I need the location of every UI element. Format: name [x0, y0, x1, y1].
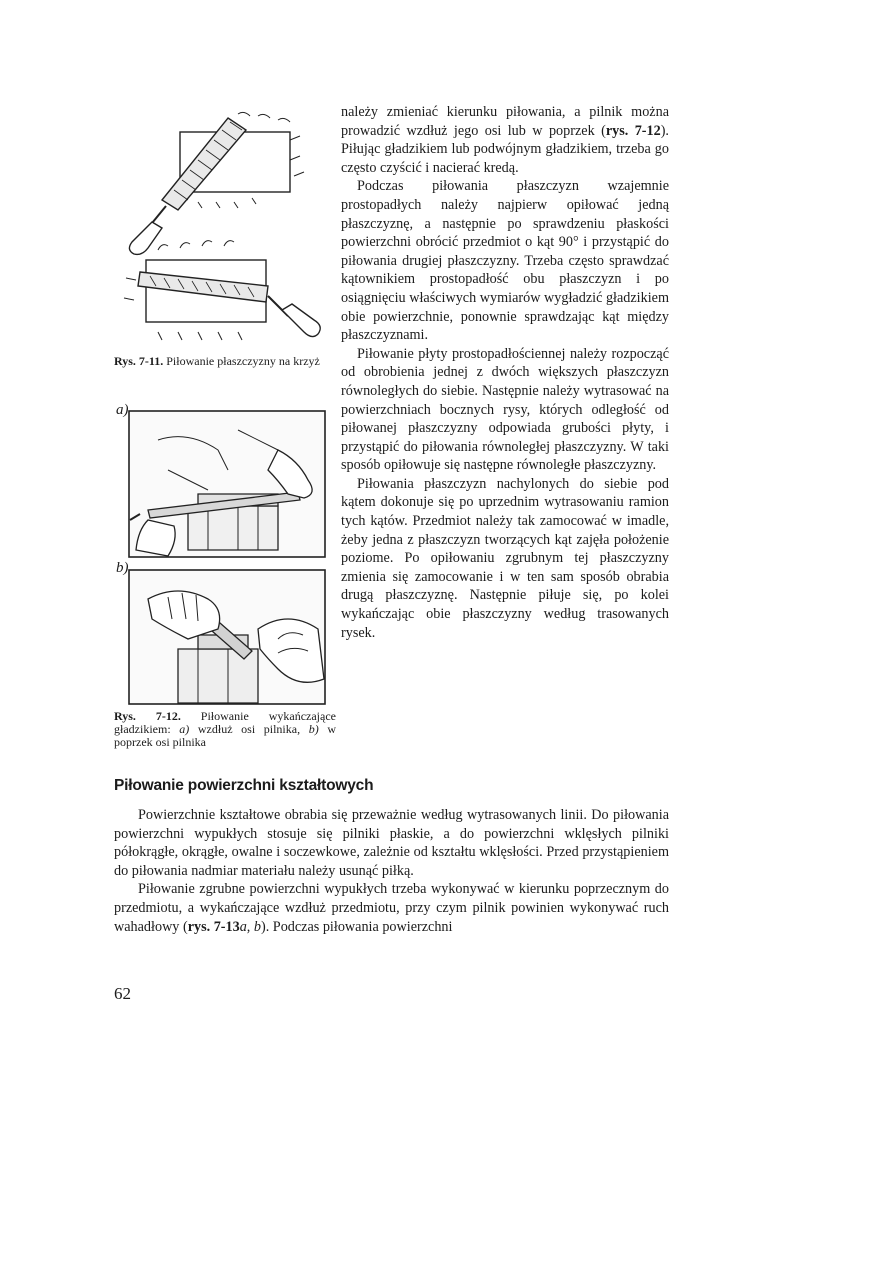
text: należy zmieniać kierunku piłowania, a pilnik można prowadzić wzdłuż jego osi lub w poprzek ( [341, 104, 669, 139]
page-number: 62 [114, 984, 131, 1003]
text: ). Podczas piłowania powierzchni [260, 918, 453, 935]
section-heading: Piłowanie powierzchni kształtowych [114, 777, 374, 794]
figure-7-12-caption [114, 710, 336, 749]
caption-text: w poprzek osi pilnika [114, 722, 336, 749]
paragraph: Powierzchnie kształtowe obrabia się przeważnie według wytrasowanych linii. Do piłowania powierzchni wypukłych stosuje się pilniki płaskie, a do powierzchni wklęsłych pilniki półokrągłe, okrągłe, owalne i soczewkowe, zależnie od kształtu wklęsłości. Przed przystąpieniem do piłowania nadmiar materiału należy usunąć piłką. [114, 807, 669, 879]
figure-reference-letter: a [239, 918, 247, 935]
figure-label: Rys. 7-11. [114, 354, 164, 368]
paragraph: Piłowanie płyty prostopadłościennej należy rozpocząć od obrobienia jednej z dwóch większych płaszczyzn równoległych do siebie. Następnie należy wytrasować na powierzchniach bocznych rysy, których odległość od piłowanej płaszczyzny odpowiada grubości płyty, i przystąpić do piłowania równoległej płaszczyzny. W taki sposób opiłowuje się następne równoległe płaszczyzny. [341, 345, 669, 474]
text: ). Piłując gładzikiem lub podwójnym gładzikiem, trzeba go często czyścić i nacierać kredą. [341, 122, 669, 176]
caption-text: wzdłuż osi pilnika, [189, 722, 309, 736]
figure-reference: rys. 7-13 [187, 918, 240, 935]
paragraph [114, 880, 669, 936]
figure-7-11-caption [114, 355, 336, 368]
caption-text: Piłowanie płaszczyzny na krzyż [166, 354, 320, 368]
paragraph: Podczas piłowania płaszczyzn wzajemnie prostopadłych należy najpierw opiłować jedną płaszczyznę, a następnie po sprawdzeniu płaskości powierzchni obrócić przedmiot o kąt 90° i przystąpić do piłowania drugiej płaszczyzny. Trzeba często sprawdzać kątownikiem prostopadłość obu płaszczyzn i po osiągnięciu właściwych wymiarów wygładzić gładzikiem obie powierzchnie, ponownie sprawdzając kąt między płaszczyznami. [341, 178, 669, 344]
figure-label: Rys. 7-12. [114, 709, 181, 723]
figure-7-12a-illustration [128, 410, 326, 558]
right-column-text [341, 103, 669, 642]
figure-letter-b: b) [116, 560, 129, 576]
paragraph [341, 103, 669, 177]
figure-7-11-illustration [118, 110, 336, 362]
text: , [246, 918, 254, 935]
figure-reference: rys. 7-12 [605, 122, 661, 139]
text: Piłowanie zgrubne powierzchni wypukłych trzeba wykonywać w kierunku poprzecznym do przedmiotu, a wykańczające wzdłuż przedmiotu, przy czym pilnik powinien wykonywać ruch wahadłowy ( [114, 881, 669, 935]
figure-letter-a: a) [116, 402, 129, 418]
caption-letter: a) [179, 722, 190, 736]
body-text [114, 806, 669, 936]
figure-reference-letter: b [253, 918, 261, 935]
caption-letter: b) [308, 722, 319, 736]
paragraph: Piłowania płaszczyzn nachylonych do siebie pod kątem dokonuje się po uprzednim wytrasowaniu ramion tych kątów. Przedmiot należy tak zamocować w imadle, żeby jedna z płaszczyzn tworzących kąt zajęła położenie poziome. Po opiłowaniu zgrubnym tej płaszczyzny zmienia się zamocowanie i w ten sam sposób obrabia drugą płaszczyznę. Następnie piłuje się, po kolei wykańczając obie płaszczyzny według trasowanych rysek. [341, 475, 669, 641]
figure-7-12b-illustration [128, 569, 326, 705]
caption-text: Piłowanie wykańczające gładzikiem: [114, 709, 336, 736]
